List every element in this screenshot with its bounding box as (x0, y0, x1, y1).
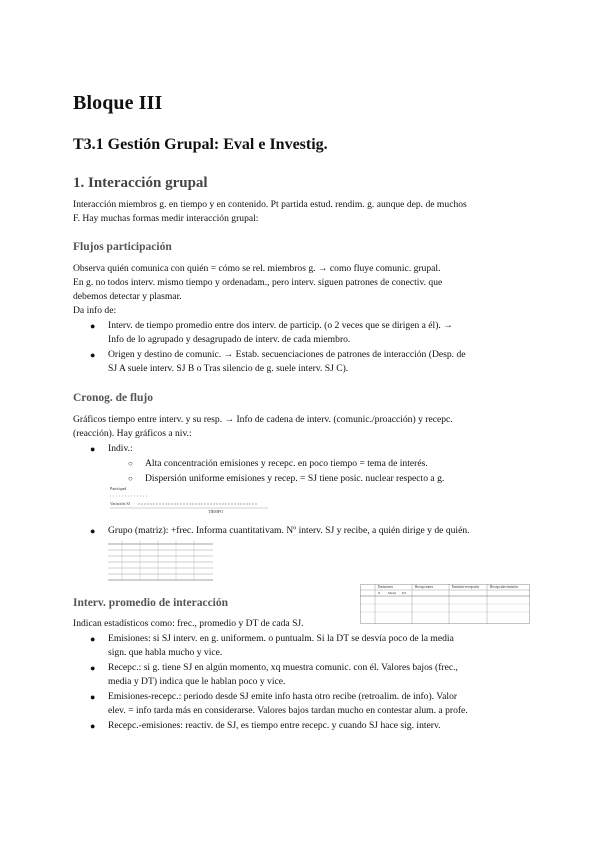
bullet-icon: ● (90, 444, 96, 454)
table-header: Emisión-recepción (452, 585, 480, 589)
circle-bullet-icon: ○ (128, 459, 133, 468)
bullet-icon: ● (90, 526, 96, 536)
promedio-line-1: Indican estadísticos como: frec., promedio y DT de cada SJ. (73, 618, 304, 629)
figure-label: Participad (110, 486, 127, 491)
table-subheader: N (378, 591, 381, 595)
list-item (0, 319, 600, 347)
list-item-text: sign. que habla mucho y vice. (108, 647, 223, 658)
subheading-promedio: Interv. promedio de interacción (73, 597, 229, 609)
document-title: Bloque III (73, 92, 163, 114)
list-item-text: Recepc.-emisiones: reactiv. de SJ, es tiempo entre recepc. y cuando SJ hace sig. interv. (108, 720, 441, 731)
list-item-text: Indiv.: (108, 443, 133, 454)
circle-bullet-icon: ○ (128, 474, 133, 483)
table-subheader: DT (402, 591, 407, 595)
table-header: Recepciones (415, 585, 434, 589)
cronog-line-1: Gráficos tiempo entre interv. y su resp. → Info de cadena de interv. (comunic./proacción) y recepc. (73, 414, 453, 425)
intro-line-1: Interacción miembros g. en tiempo y en contenido. Pt partida estud. rendim. g. aunque dep. de muchos (73, 199, 467, 210)
bullet-icon: ● (90, 350, 96, 360)
flujos-line-4: Da info de: (73, 305, 117, 316)
sub-list-item-text: Alta concentración emisiones y recepc. en poco tiempo = tema de interés. (145, 458, 428, 469)
list-item (0, 690, 600, 718)
topic-title: T3.1 Gestión Grupal: Eval e Investig. (73, 136, 328, 153)
flow-chart-figure (108, 486, 308, 514)
flujos-line-3: debemos detectar y plasmar. (73, 291, 182, 302)
bullet-icon: ● (90, 634, 96, 644)
list-item (0, 348, 600, 376)
flow-chart-graphic (108, 486, 308, 514)
subheading-flujos: Flujos participación (73, 241, 172, 253)
bullet-icon: ● (90, 321, 96, 331)
list-item (0, 632, 600, 660)
bullet-icon: ● (90, 721, 96, 731)
matrix-table-graphic (108, 538, 213, 582)
section-heading-interaccion: 1. Interacción grupal (73, 175, 208, 191)
sub-list-item (0, 472, 600, 486)
list-item-text: media y DT) indica que le hablan poco y vice. (108, 676, 286, 687)
sub-list-item (0, 457, 600, 471)
list-item (0, 661, 600, 689)
list-item-text: Origen y destino de comunic. → Estab. secuenciaciones de patrones de interacción (Desp. de (108, 349, 466, 360)
table-header: Emisiones (378, 585, 393, 589)
list-item-text: SJ A suele interv. SJ B o Tras silencio de g. suele interv. SJ C). (108, 363, 349, 374)
list-item-text: Grupo (matriz): +frec. Informa cuantitativam. Nº interv. SJ y recibe, a quién dirige y de quién. (108, 525, 470, 536)
list-item-text: Interv. de tiempo promedio entre dos interv. de particip. (o 2 veces que se dirigen a él). → (108, 320, 453, 331)
bullet-icon: ● (90, 663, 96, 673)
list-item-text: Emisiones-recepc.: periodo desde SJ emite info hasta otro recibe (retroalim. de info). Valor (108, 691, 458, 702)
table-subheader: Media (388, 591, 397, 595)
list-item-text: Recepc.: si g. tiene SJ en algún momento, xq muestra comunic. con él. Valores bajos (frec., (108, 662, 458, 673)
flujos-line-2: En g. no todos interv. mismo tiempo y ordenadam., pero interv. siguen patrones de conectiv. que (73, 277, 443, 288)
list-item (0, 524, 600, 538)
figure-label: TIEMPO (208, 509, 223, 514)
cronog-line-2: (reacción). Hay gráficos a niv.: (73, 428, 192, 439)
matrix-table-figure (108, 538, 213, 582)
sub-list-item-text: Dispersión uniforme emisiones y recep. = SJ tiene posic. nuclear respecto a g. (145, 473, 445, 484)
list-item (0, 719, 600, 733)
bullet-icon: ● (90, 692, 96, 702)
figure-label: Variación SJ (110, 501, 131, 506)
list-item (0, 442, 600, 456)
list-item-text: elev. = info tarda más en considerarse. Valores bajos tardan mucho en contestar alum. a profe. (108, 705, 468, 716)
flujos-line-1: Observa quién comunica con quién = cómo se rel. miembros g. → como fluye comunic. grupal. (73, 263, 441, 274)
subheading-cronog: Cronog. de flujo (73, 392, 153, 404)
list-item-text: Info de lo agrupado y desagrupado de interv. de cada miembro. (108, 334, 351, 345)
list-item-text: Emisiones: si SJ interv. en g. uniformem. o puntualm. Si la DT se desvía poco de la media (108, 633, 454, 644)
table-header: Recepción-emisión (490, 585, 518, 589)
intro-line-2: F. Hay muchas formas medir interacción grupal: (73, 213, 259, 224)
